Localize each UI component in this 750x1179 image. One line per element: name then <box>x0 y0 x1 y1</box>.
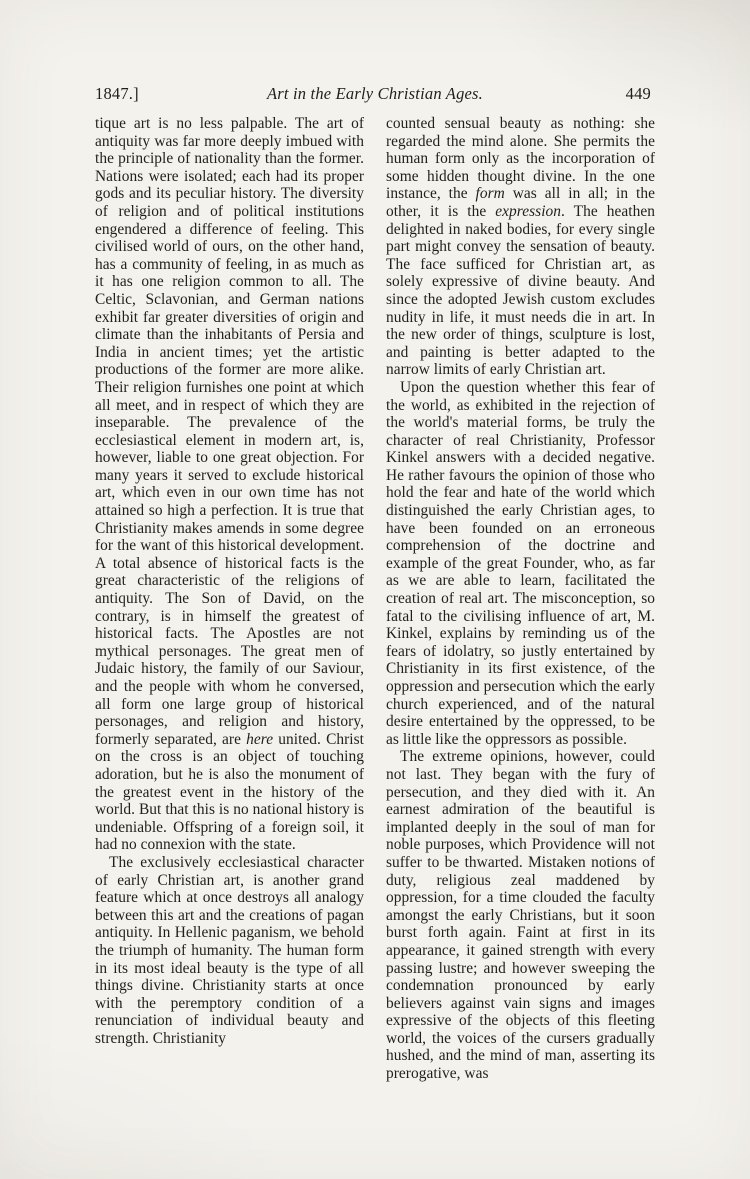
text-block <box>95 84 655 1083</box>
paragraph: The extreme opinions, however, could not last. They began with the fury of persecution, and they died with it. An earnest admiration of the beautiful is implanted deeply in the soul of man for noble purposes, which Providence will not suffer to be thwarted. Mistaken notions of duty, religious zeal maddened by oppression, for a time clouded the faculty amongst the early Christians, but it soon burst forth again. Faint at first in its appearance, it gained strength with every passing lustre; and however sweeping the condemnation pronounced by early believers against vain signs and images expressive of the objects of this fleeting world, the voices of the cursers gradually hushed, and the mind of man, asserting its prerogative, was <box>386 748 655 1083</box>
paragraph: Upon the question whether this fear of the world, as exhibited in the rejection of the world's material forms, be truly the character of real Christianity, Professor Kinkel answers with a decided negative. He rather favours the opinion of those who hold the fear and hate of the world which distinguished the early Christian ages, to have been founded on an erroneous comprehension of the doctrine and example of the great Founder, who, as far as we are able to learn, facilitated the creation of real art. The misconception, so fatal to the civilising influence of art, M. Kinkel, explains by reminding us of the fears of idolatry, so justly entertained by Christianity in its first existence, of the oppression and persecution which the early church experienced, and of the natural desire entertained by the oppressed, to be as little like the oppressors as possible. <box>386 378 655 748</box>
paragraph: The exclusively ecclesiastical character of early Christian art, is another grand feature which at once destroys all analogy between this art and the creations of pagan antiquity. In Hellenic paganism, we behold the triumph of humanity. The human form in its most ideal beauty is the type of all things divine. Christianity starts at once with the peremptory condition of a renunciation of individual beauty and strength. Christianity <box>95 853 364 1047</box>
article-title: Art in the Early Christian Ages. <box>266 84 484 103</box>
page-number: 449 <box>625 84 651 103</box>
two-column-text <box>95 115 655 1083</box>
left-column <box>95 115 364 1083</box>
paragraph: tique art is no less palpable. The art of antiquity was far more deeply imbued with the principle of nationality than the former. Nations were isolated; each had its proper gods and its peculiar history. The diversity of religion and of political institutions engendered a difference of feeling. This civilised world of ours, on the other hand, has a community of feeling, in as much as it has one religion common to all. The Celtic, Sclavonian, and German nations exhibit far greater diversities of origin and climate than the inhabitants of Persia and India in ancient times; yet the artistic productions of the former are more alike. Their religion furnishes one point at which all meet, and in respect of which they are inseparable. The prevalence of the ecclesiastical element in modern art, is, however, liable to one great objection. For many years it served to exclude historical art, which even in our own time has not attained so high a perfection. It is true that Christianity makes amends in some degree for the want of this historical development. A total absence of historical facts is the great characteristic of the religions of antiquity. The Son of David, on the contrary, is in himself the greatest of historical facts. The Apostles are not mythical personages. The great men of Judaic history, the family of our Saviour, and the people with whom he conversed, all form one large group of historical personages, and religion and history, formerly separated, are here united. Christ on the cross is an object of touching adoration, but he is also the monument of the greatest event in the history of the world. But that this is no national history is undeniable. Offspring of a foreign soil, it had no connexion with the state. <box>95 115 365 854</box>
running-head <box>95 84 655 106</box>
date-label: 1847.] <box>95 84 139 103</box>
right-column <box>386 115 655 1083</box>
paragraph: counted sensual beauty as nothing: she regarded the mind alone. She permits the human form only as the incorporation of some hidden thought divine. In the one instance, the form was all in all; in the other, it is the expression. The heathen delighted in naked bodies, for every single part might convey the sensation of beauty. The face sufficed for Christian art, as solely expressive of divine beauty. And since the adopted Jewish custom excludes nudity in life, it must needs die in art. In the new order of things, sculpture is lost, and painting is better adapted to the narrow limits of early Christian art. <box>386 115 655 379</box>
